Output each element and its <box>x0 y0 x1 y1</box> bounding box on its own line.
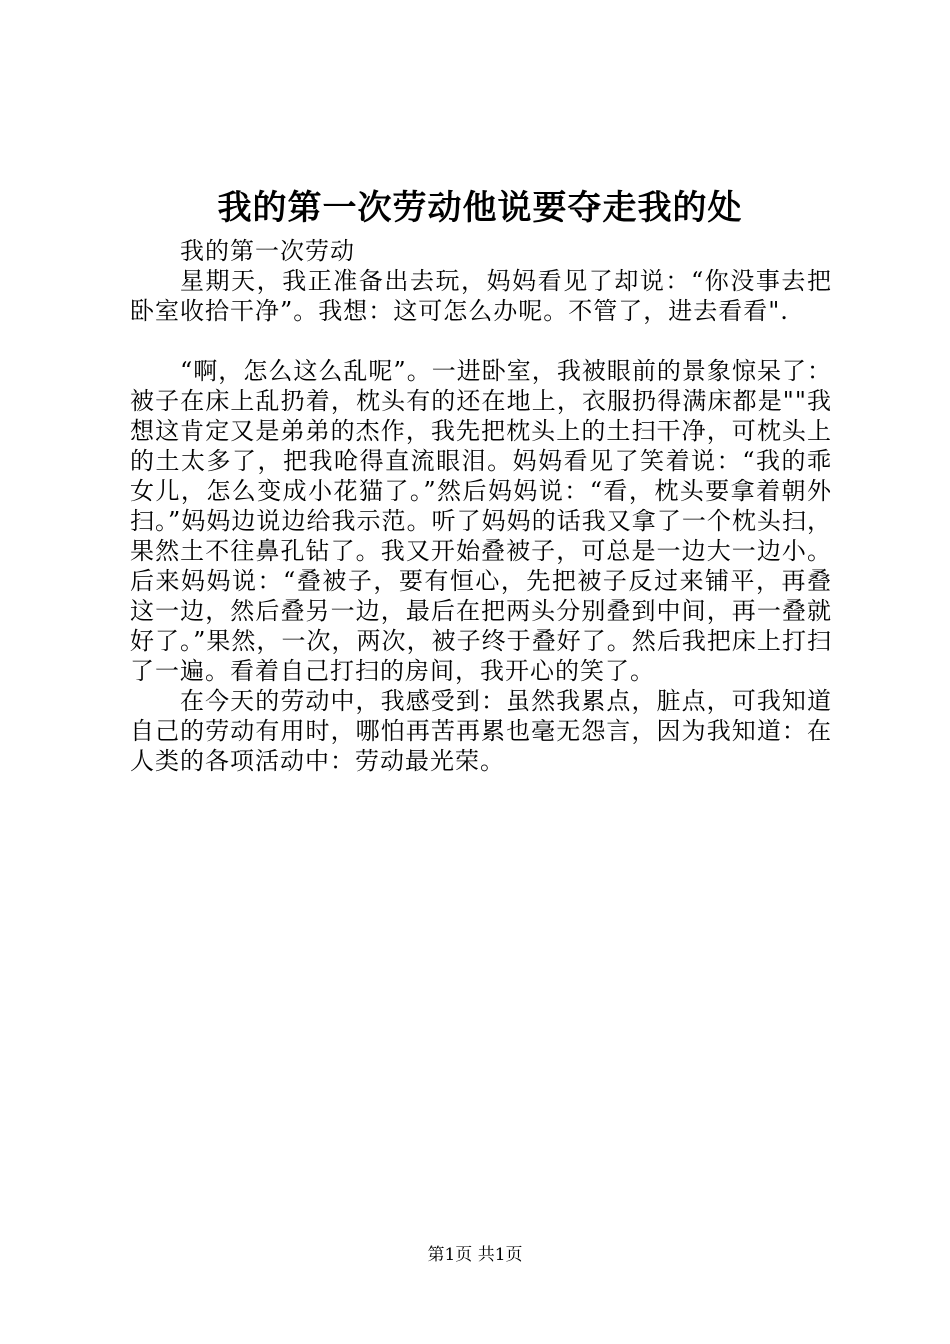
body-paragraph: 星期天，我正准备出去玩，妈妈看见了却说：“你没事去把卧室收拾干净”。我想：这可怎么办呢。不管了，进去看看". <box>130 267 832 325</box>
page-number-footer: 第1页 共1页 <box>427 1245 523 1265</box>
body-paragraph: 在今天的劳动中，我感受到：虽然我累点，脏点，可我知道自己的劳动有用时，哪怕再苦再累也毫无怨言，因为我知道：在人类的各项活动中：劳动最光荣。 <box>130 687 832 775</box>
document-title: 我的第一次劳动他说要夺走我的处 <box>217 188 743 228</box>
body-paragraph: “啊，怎么这么乱呢”。一进卧室，我被眼前的景象惊呆了：被子在床上乱扔着，枕头有的还在地上，衣服扔得满床都是""我想这肯定又是弟弟的杰作，我先把枕头上的土扫干净，可枕头上的土太多了，把我呛得直流眼泪。妈妈看见了笑着说：“我的乖女儿，怎么变成小花猫了。”然后妈妈说：“看，枕头要拿着朝外扫。”妈妈边说边给我示范。听了妈妈的话我又拿了一个枕头扫，果然土不往鼻孔钻了。我又开始叠被子，可总是一边大一边小。后来妈妈说：“叠被子，要有恒心，先把被子反过来铺平，再叠这一边，然后叠另一边，最后在把两头分别叠到中间，再一叠就好了。”果然，一次，两次，被子终于叠好了。然后我把床上打扫了一遍。看着自己打扫的房间，我开心的笑了。 <box>130 357 832 685</box>
document-body <box>130 236 832 776</box>
subheading-paragraph: 我的第一次劳动 <box>180 237 355 265</box>
